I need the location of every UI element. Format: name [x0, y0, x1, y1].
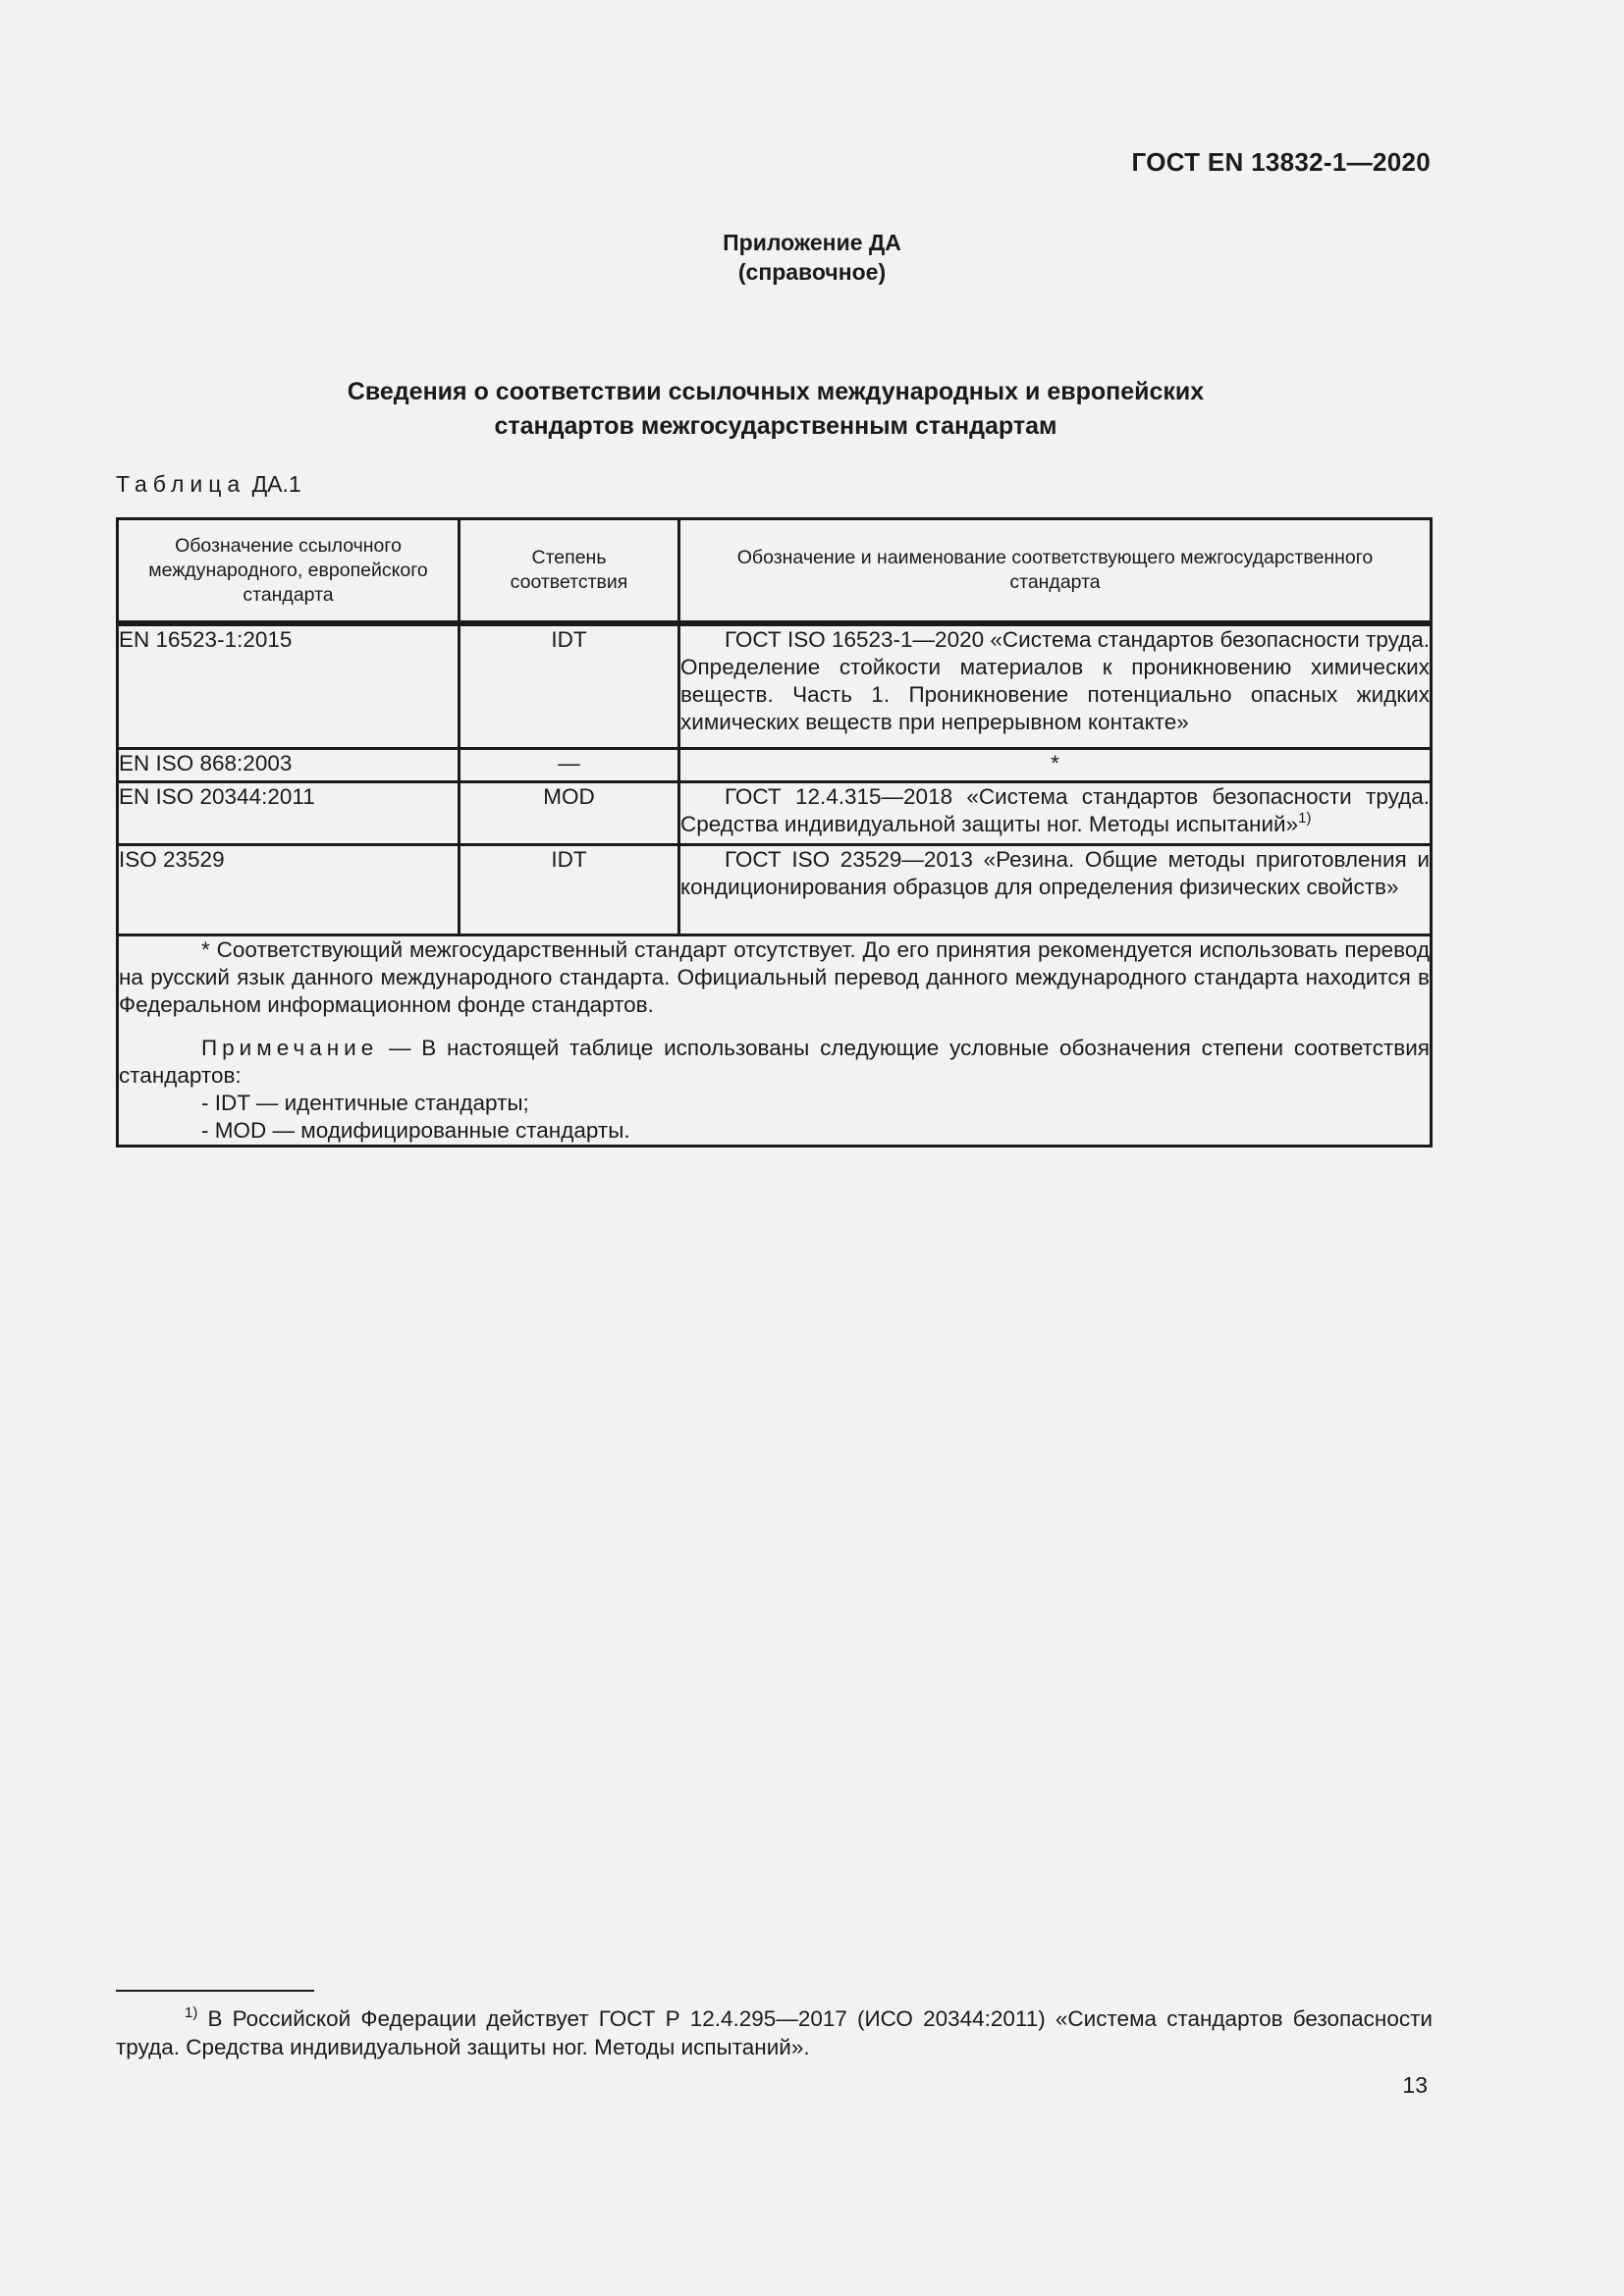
- note-text: — В настоящей таблице использованы следующие условные обозначения степени соответствия стандартов:: [119, 1036, 1430, 1088]
- degree-cell: MOD: [460, 782, 679, 845]
- degree-cell: IDT: [460, 845, 679, 935]
- asterisk-note: * Соответствующий межгосударственный стандарт отсутствует. До его принятия рекомендуется использовать перевод на русский язык данного международного стандарта. Официальный перевод данного международного стандарта находится в Федеральном информационном фонде стандартов.: [119, 937, 1430, 1017]
- reference-cell: EN ISO 20344:2011: [118, 782, 460, 845]
- footnote-mark: 1): [185, 2004, 198, 2021]
- footnote-text: В Российской Федерации действует ГОСТ Р 12.4.295—2017 (ИСО 20344:2011) «Система стандартов безопасности труда. Средства индивидуальной защиты ног. Методы испытаний».: [116, 2006, 1433, 2059]
- reference-cell: EN 16523-1:2015: [118, 623, 460, 749]
- header-degree: Степень соответствия: [460, 519, 679, 624]
- note-list-item: - MOD — модифицированные стандарты.: [201, 1118, 630, 1143]
- reference-cell: ISO 23529: [118, 845, 460, 935]
- degree-cell: —: [460, 749, 679, 782]
- table-row: [118, 782, 1432, 845]
- table-notes-row: [118, 935, 1432, 1147]
- table-notes: [118, 935, 1432, 1147]
- table-header-row: [118, 519, 1432, 624]
- degree-cell: IDT: [460, 623, 679, 749]
- appendix-heading: [0, 228, 1624, 287]
- header-reference-standard: Обозначение ссылочного международного, европейского стандарта: [118, 519, 460, 624]
- description-cell: ГОСТ ISO 23529—2013 «Резина. Общие методы приготовления и кондиционирования образцов для определения физических свойств»: [679, 845, 1432, 935]
- table-row: [118, 845, 1432, 935]
- description-cell: *: [679, 749, 1432, 782]
- table-caption: [116, 471, 301, 498]
- appendix-type: (справочное): [737, 259, 887, 285]
- description-text: ГОСТ 12.4.315—2018 «Система стандартов безопасности труда. Средства индивидуальной защиты ног. Методы испытаний»: [680, 784, 1430, 836]
- table-caption-word: Таблица: [116, 471, 246, 497]
- header-interstate-standard: Обозначение и наименование соответствующего межгосударственного стандарта: [679, 519, 1432, 624]
- footnote-divider: [116, 1990, 314, 1992]
- section-title: [0, 375, 1551, 444]
- appendix-title: Приложение ДА: [723, 230, 901, 255]
- section-title-line1: Сведения о соответствии ссылочных международных и европейских: [347, 378, 1205, 405]
- description-cell: [679, 782, 1432, 845]
- section-title-line2: стандартов межгосударственным стандартам: [494, 412, 1057, 440]
- footnote: [116, 2004, 1433, 2061]
- note-list-item: - IDT — идентичные стандарты;: [201, 1091, 529, 1115]
- correspondence-table: [116, 517, 1433, 1148]
- note-label: Примечание: [201, 1036, 379, 1060]
- footnote-reference[interactable]: 1): [1298, 810, 1312, 827]
- table-caption-number: ДА.1: [251, 471, 301, 497]
- table-row: [118, 749, 1432, 782]
- description-cell: ГОСТ ISO 16523-1—2020 «Система стандартов безопасности труда. Определение стойкости материалов к проникновению химических веществ. Часть 1. Проникновение потенциально опасных жидких химических веществ при непрерывном контакте»: [679, 623, 1432, 749]
- document-header-id: ГОСТ EN 13832-1—2020: [1131, 147, 1431, 177]
- table-row: [118, 623, 1432, 749]
- note-paragraph: [119, 1035, 1430, 1090]
- page-number: 13: [1402, 2072, 1428, 2098]
- reference-cell: EN ISO 868:2003: [118, 749, 460, 782]
